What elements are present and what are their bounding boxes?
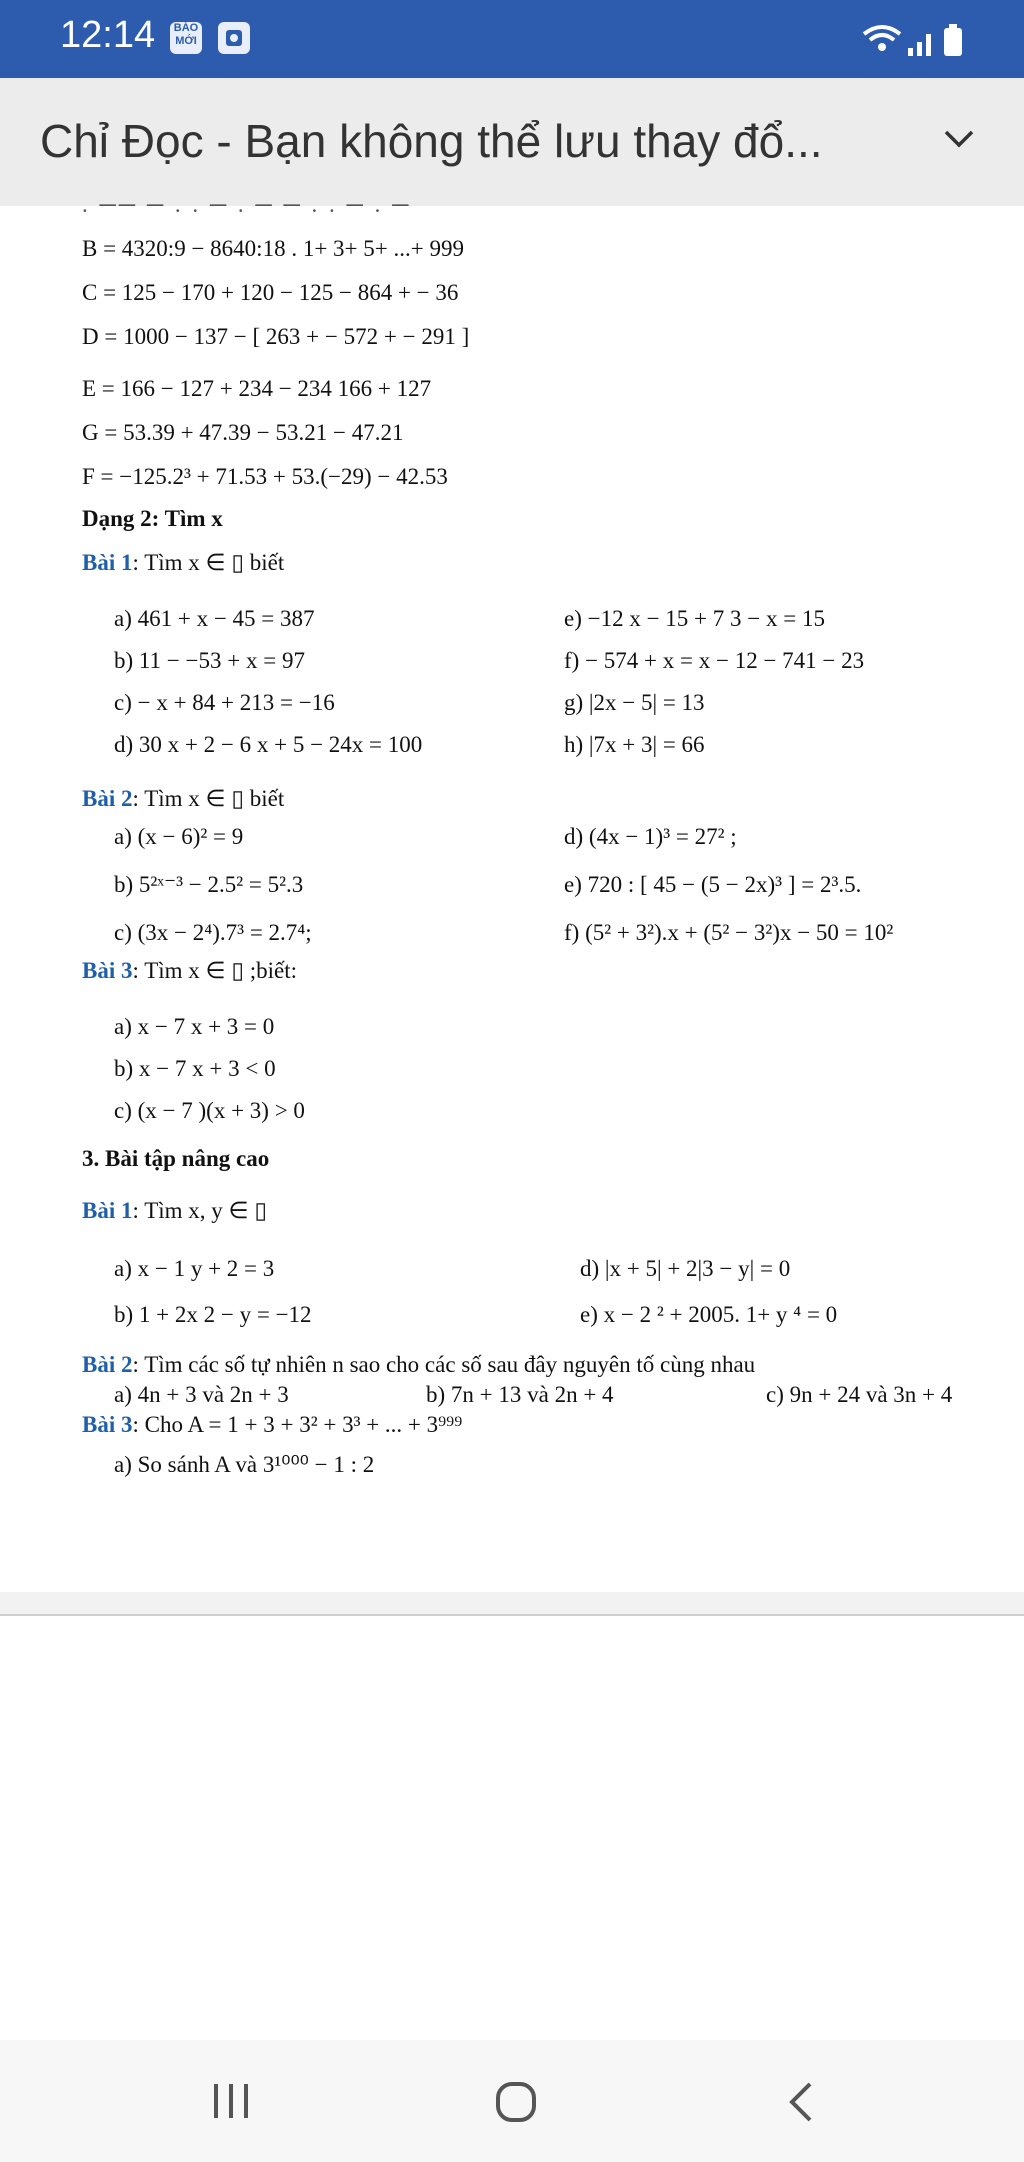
c1-d: d) |x + 5| + 2|3 − y| = 0 — [580, 1256, 791, 1281]
signal-icon — [908, 34, 931, 56]
page-gap — [0, 1592, 1024, 1614]
heading-section-3: 3. Bài tập nâng cao — [82, 1146, 270, 1171]
news-app-icon: BÁO MỚI — [170, 22, 202, 54]
recent-apps-icon[interactable] — [208, 2080, 254, 2122]
b2-d: d) (4x − 1)³ = 27² ; — [564, 824, 737, 849]
b2-b: b) 5²ˣ⁻³ − 2.5² = 5².3 — [114, 872, 304, 897]
expr-f: F = −125.2³ + 71.53 + 53.(−29) − 42.53 — [82, 464, 448, 489]
status-bar — [0, 0, 1024, 78]
b1-e: e) −12 x − 15 + 7 3 − x = 15 — [564, 606, 825, 631]
b2-e: e) 720 : [ 45 − (5 − 2x)³ ] = 2³.5. — [564, 872, 862, 897]
bai-2-heading: Bài 2: Tìm x ∈ ▯ biết — [82, 786, 285, 811]
document-page[interactable] — [0, 192, 1024, 1594]
back-icon[interactable] — [784, 2080, 818, 2124]
b1-g: g) |2x − 5| = 13 — [564, 690, 705, 715]
battery-icon — [944, 24, 962, 56]
b1-a: a) 461 + x − 45 = 387 — [114, 606, 315, 631]
nc-bai-1-heading: Bài 1: Tìm x, y ∈ ▯ — [82, 1198, 267, 1223]
c2-c: c) 9n + 24 và 3n + 4 — [766, 1382, 953, 1407]
b1-h: h) |7x + 3| = 66 — [564, 732, 705, 757]
bai-3-heading: Bài 3: Tìm x ∈ ▯ ;biết: — [82, 958, 297, 983]
c1-b: b) 1 + 2x 2 − y = −12 — [114, 1302, 312, 1327]
c2-b: b) 7n + 13 và 2n + 4 — [426, 1382, 614, 1407]
cut-off-line: . ── ─ . . ─ . ─ ─ . . ─ . ─ — [82, 192, 412, 217]
home-icon[interactable] — [494, 2080, 538, 2124]
b1-c: c) − x + 84 + 213 = −16 — [114, 690, 335, 715]
nc-bai-3-heading: Bài 3: Cho A = 1 + 3 + 3² + 3³ + ... + 3⁹⁹⁹ — [82, 1412, 463, 1437]
document-title: Chỉ Đọc - Bạn không thể lưu thay đổ... — [40, 115, 823, 167]
nc-bai-2-heading: Bài 2: Tìm các số tự nhiên n sao cho các số sau đây nguyên tố cùng nhau — [82, 1352, 756, 1377]
bai-1-heading: Bài 1: Tìm x ∈ ▯ biết — [82, 550, 285, 575]
b3-a: a) x − 7 x + 3 = 0 — [114, 1014, 275, 1039]
chevron-down-icon[interactable] — [942, 128, 976, 150]
b3-b: b) x − 7 x + 3 < 0 — [114, 1056, 276, 1081]
c3-a: a) So sánh A và 3¹⁰⁰⁰ − 1 : 2 — [114, 1452, 375, 1477]
b1-b: b) 11 − −53 + x = 97 — [114, 648, 305, 673]
c1-a: a) x − 1 y + 2 = 3 — [114, 1256, 275, 1281]
app-bar — [0, 78, 1024, 206]
expr-e: E = 166 − 127 + 234 − 234 166 + 127 — [82, 376, 432, 401]
wifi-icon — [864, 27, 900, 51]
expr-d: D = 1000 − 137 − [ 263 + − 572 + − 291 ] — [82, 324, 470, 349]
heading-dang-2: Dạng 2: Tìm x — [82, 506, 223, 531]
b1-f: f) − 574 + x = x − 12 − 741 − 23 — [564, 648, 865, 673]
c1-e: e) x − 2 ² + 2005. 1+ y ⁴ = 0 — [580, 1302, 838, 1327]
expr-c: C = 125 − 170 + 120 − 125 − 864 + − 36 — [82, 280, 459, 305]
b1-d: d) 30 x + 2 − 6 x + 5 − 24x = 100 — [114, 732, 423, 757]
c2-a: a) 4n + 3 và 2n + 3 — [114, 1382, 289, 1407]
b2-f: f) (5² + 3²).x + (5² − 3²)x − 50 = 10² — [564, 920, 894, 945]
b2-c: c) (3x − 2⁴).7³ = 2.7⁴; — [114, 920, 312, 945]
expr-g: G = 53.39 + 47.39 − 53.21 − 47.21 — [82, 420, 404, 445]
b2-a: a) (x − 6)² = 9 — [114, 824, 244, 849]
system-icons — [862, 20, 972, 60]
document-page-2[interactable] — [0, 1614, 1024, 2042]
b3-c: c) (x − 7 )(x + 3) > 0 — [114, 1098, 305, 1123]
record-icon — [218, 22, 250, 54]
navigation-bar — [0, 2040, 1024, 2162]
clock: 12:14 — [60, 14, 156, 56]
expr-b: B = 4320:9 − 8640:18 . 1+ 3+ 5+ ...+ 999 — [82, 236, 464, 261]
